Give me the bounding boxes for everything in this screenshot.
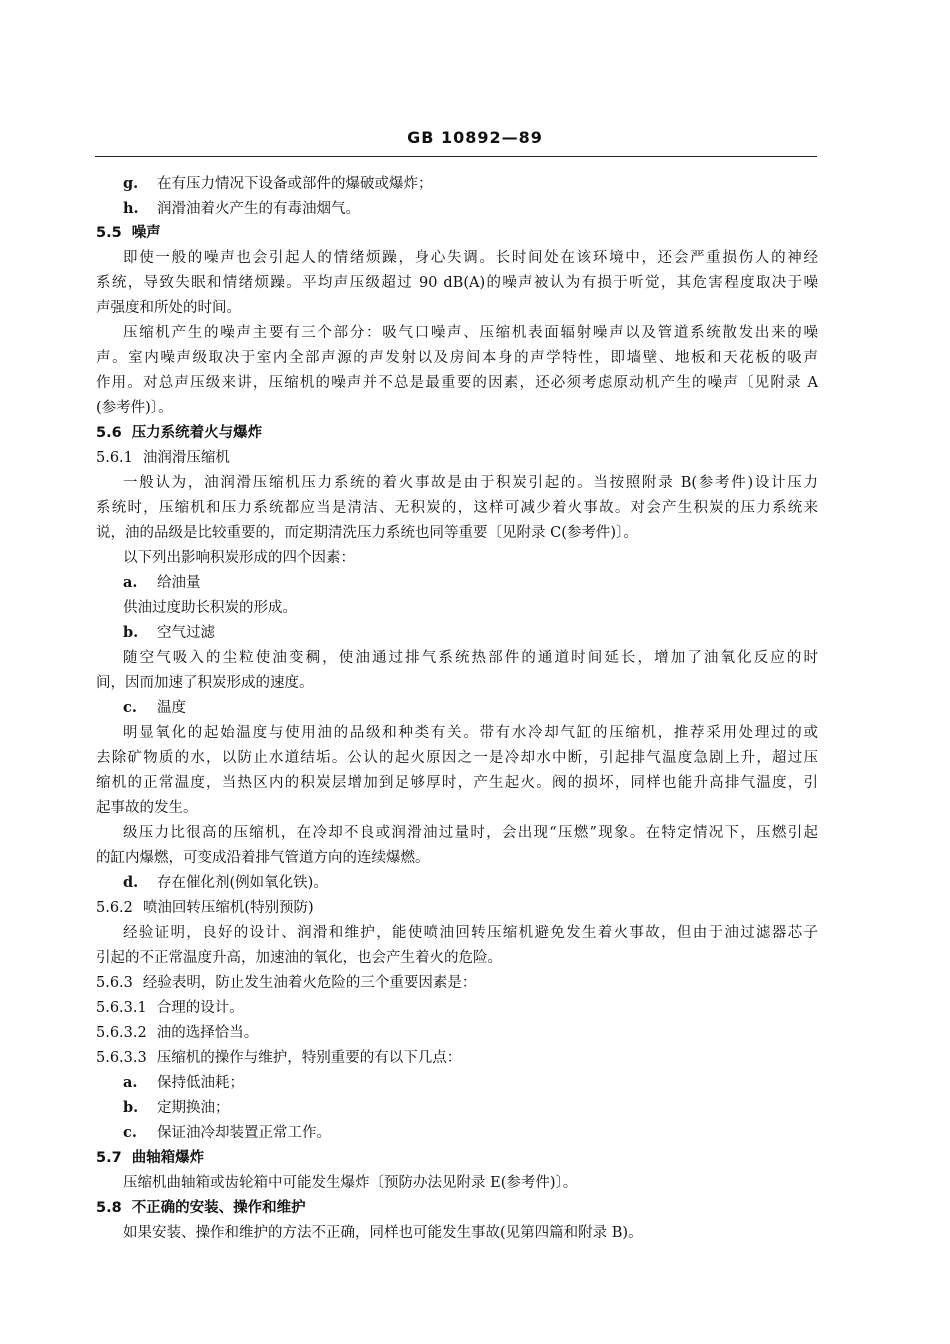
paragraph-line: 系统，导致失眠和情绪烦躁。平均声压级超过 90 dB(A)的噪声被认为有损于听觉，其危害程度取决于噪: [96, 275, 818, 291]
paragraph-line: 供油过度助长积炭的形成。: [123, 600, 297, 616]
section-title: 喷油回转压缩机(特别预防): [142, 900, 314, 916]
list-item-h: [123, 199, 360, 219]
clause-5-6-3-1: [96, 998, 244, 1018]
section-number: 5.6: [96, 425, 122, 441]
item-text: 给油量: [157, 575, 201, 591]
clause-5-6-3: [96, 973, 476, 993]
factor-item-d: [123, 873, 328, 893]
section-number: 5.6.3.1: [96, 1000, 147, 1016]
section-title: 曲轴箱爆炸: [131, 1150, 205, 1166]
clause-text: 油的选择恰当。: [156, 1025, 259, 1041]
item-text: 定期换油；: [157, 1100, 230, 1116]
paragraph-line: 一般认为，油润滑压缩机压力系统的着火事故是由于积炭引起的。当按照附录 B(参考件)设计压力: [123, 475, 818, 491]
section-title: 压力系统着火与爆炸: [131, 425, 263, 441]
section-number: 5.6.1: [96, 450, 133, 466]
item-marker: c.: [123, 1124, 137, 1141]
paragraph-line: 作用。对总声压级来讲，压缩机的噪声并不总是最重要的因素，还必须考虑原动机产生的噪声〔见附录 A: [96, 375, 818, 391]
paragraph-line: 明显氧化的起始温度与使用油的品级和种类有关。带有水冷却气缸的压缩机，推荐采用处理过的或: [123, 725, 818, 741]
paragraph-line: 声。室内噪声级取决于室内全部声源的声发射以及房间本身的声学特性，即墙壁、地板和天花板的吸声: [96, 350, 818, 366]
item-marker: d.: [123, 874, 139, 891]
item-marker: a.: [123, 574, 138, 591]
section-heading-5-6: [96, 423, 262, 443]
item-text: 温度: [157, 700, 186, 716]
paragraph-line: 经验证明，良好的设计、润滑和维护，能使喷油回转压缩机避免发生着火事故，但由于油过滤器芯子: [123, 925, 818, 941]
item-text: 润滑油着火产生的有毒油烟气。: [157, 201, 360, 217]
item-marker: c.: [123, 699, 137, 716]
paragraph-line: 级压力比很高的压缩机，在冷却不良或润滑油过量时，会出现“压燃”现象。在特定情况下，压燃引起: [123, 825, 818, 841]
paragraph-line: 起事故的发生。: [96, 800, 198, 816]
section-heading-5-6-1: [96, 448, 230, 468]
clause-text: 经验表明，防止发生油着火危险的三个重要因素是：: [142, 975, 477, 991]
list-item-c: [123, 1123, 331, 1143]
list-item-g: [123, 174, 433, 194]
section-number: 5.8: [96, 1200, 122, 1216]
section-heading-5-8: [96, 1198, 306, 1218]
section-number: 5.6.3.2: [96, 1025, 147, 1041]
item-text: 保证油冷却装置正常工作。: [157, 1125, 331, 1141]
factor-item-a: [123, 573, 201, 593]
paragraph-line: 系统时，压缩机和压力系统都应当是清洁、无积炭的，这样可减少着火事故。对会产生积炭的压力系统来: [96, 500, 818, 516]
paragraph-line: 随空气吸入的尘粒使油变稠，使油通过排气系统热部件的通道时间延长，增加了油氧化反应的时: [123, 650, 818, 666]
section-number: 5.7: [96, 1150, 122, 1166]
standard-number-header: GB 10892—89: [407, 128, 543, 147]
paragraph-line: 以下列出影响积炭形成的四个因素：: [123, 550, 355, 566]
item-text: 保持低油耗；: [157, 1075, 244, 1091]
clause-5-6-3-3: [96, 1048, 461, 1068]
item-marker: a.: [123, 1074, 138, 1091]
item-text: 在有压力情况下设备或部件的爆破或爆炸；: [157, 176, 433, 192]
paragraph-line: 去除矿物质的水，以防止水道结垢。公认的起火原因之一是冷却水中断，引起排气温度急剧上升，超过压: [96, 750, 818, 766]
clause-text: 合理的设计。: [156, 1000, 244, 1016]
paragraph-line: 引起的不正常温度升高，加速油的氧化，也会产生着火的危险。: [96, 950, 502, 966]
header-rule: [95, 156, 817, 157]
list-item-a: [123, 1073, 244, 1093]
paragraph-line: 压缩机曲轴箱或齿轮箱中可能发生爆炸〔预防办法见附录 E(参考件)〕。: [123, 1175, 578, 1191]
paragraph-line: 的缸内爆燃，可变成沿着排气管道方向的连续爆燃。: [96, 850, 430, 866]
factor-item-b: [123, 623, 215, 643]
section-heading-5-7: [96, 1148, 204, 1168]
section-number: 5.6.3.3: [96, 1050, 147, 1066]
section-title: 噪声: [131, 225, 161, 241]
section-heading-5-5: [96, 223, 161, 243]
item-marker: g.: [123, 175, 139, 192]
clause-text: 压缩机的操作与维护，特别重要的有以下几点：: [156, 1050, 462, 1066]
item-marker: b.: [123, 624, 139, 641]
paragraph-line: 缩机的正常温度，当热区内的积炭层增加到足够厚时，产生起火。阀的损坏，同样也能升高排气温度，引: [96, 775, 818, 791]
section-title: 不正确的安装、操作和维护: [131, 1200, 306, 1216]
clause-5-6-3-2: [96, 1023, 258, 1043]
item-marker: h.: [123, 200, 139, 217]
item-marker: b.: [123, 1099, 139, 1116]
item-text: 空气过滤: [157, 625, 215, 641]
paragraph-line: 压缩机产生的噪声主要有三个部分：吸气口噪声、压缩机表面辐射噪声以及管道系统散发出来的噪: [123, 325, 818, 341]
paragraph-line: 如果安装、操作和维护的方法不正确，同样也可能发生事故(见第四篇和附录 B)。: [123, 1225, 643, 1241]
paragraph-line: 即使一般的噪声也会引起人的情绪烦躁，身心失调。长时间处在该环境中，还会严重损伤人的神经: [123, 250, 818, 266]
section-number: 5.6.3: [96, 975, 133, 991]
section-number: 5.6.2: [96, 900, 133, 916]
paragraph-line: (参考件)〕。: [96, 400, 173, 416]
section-heading-5-6-2: [96, 898, 314, 918]
list-item-b: [123, 1098, 230, 1118]
paragraph-line: 说，油的品级是比较重要的，而定期清洗压力系统也同等重要〔见附录 C(参考件)〕。: [96, 525, 638, 541]
section-number: 5.5: [96, 225, 122, 241]
section-title: 油润滑压缩机: [142, 450, 230, 466]
paragraph-line: 声强度和所处的时间。: [96, 300, 241, 316]
factor-item-c: [123, 698, 186, 718]
paragraph-line: 间，因而加速了积炭形成的速度。: [96, 675, 314, 691]
item-text: 存在催化剂(例如氧化铁)。: [157, 875, 328, 891]
